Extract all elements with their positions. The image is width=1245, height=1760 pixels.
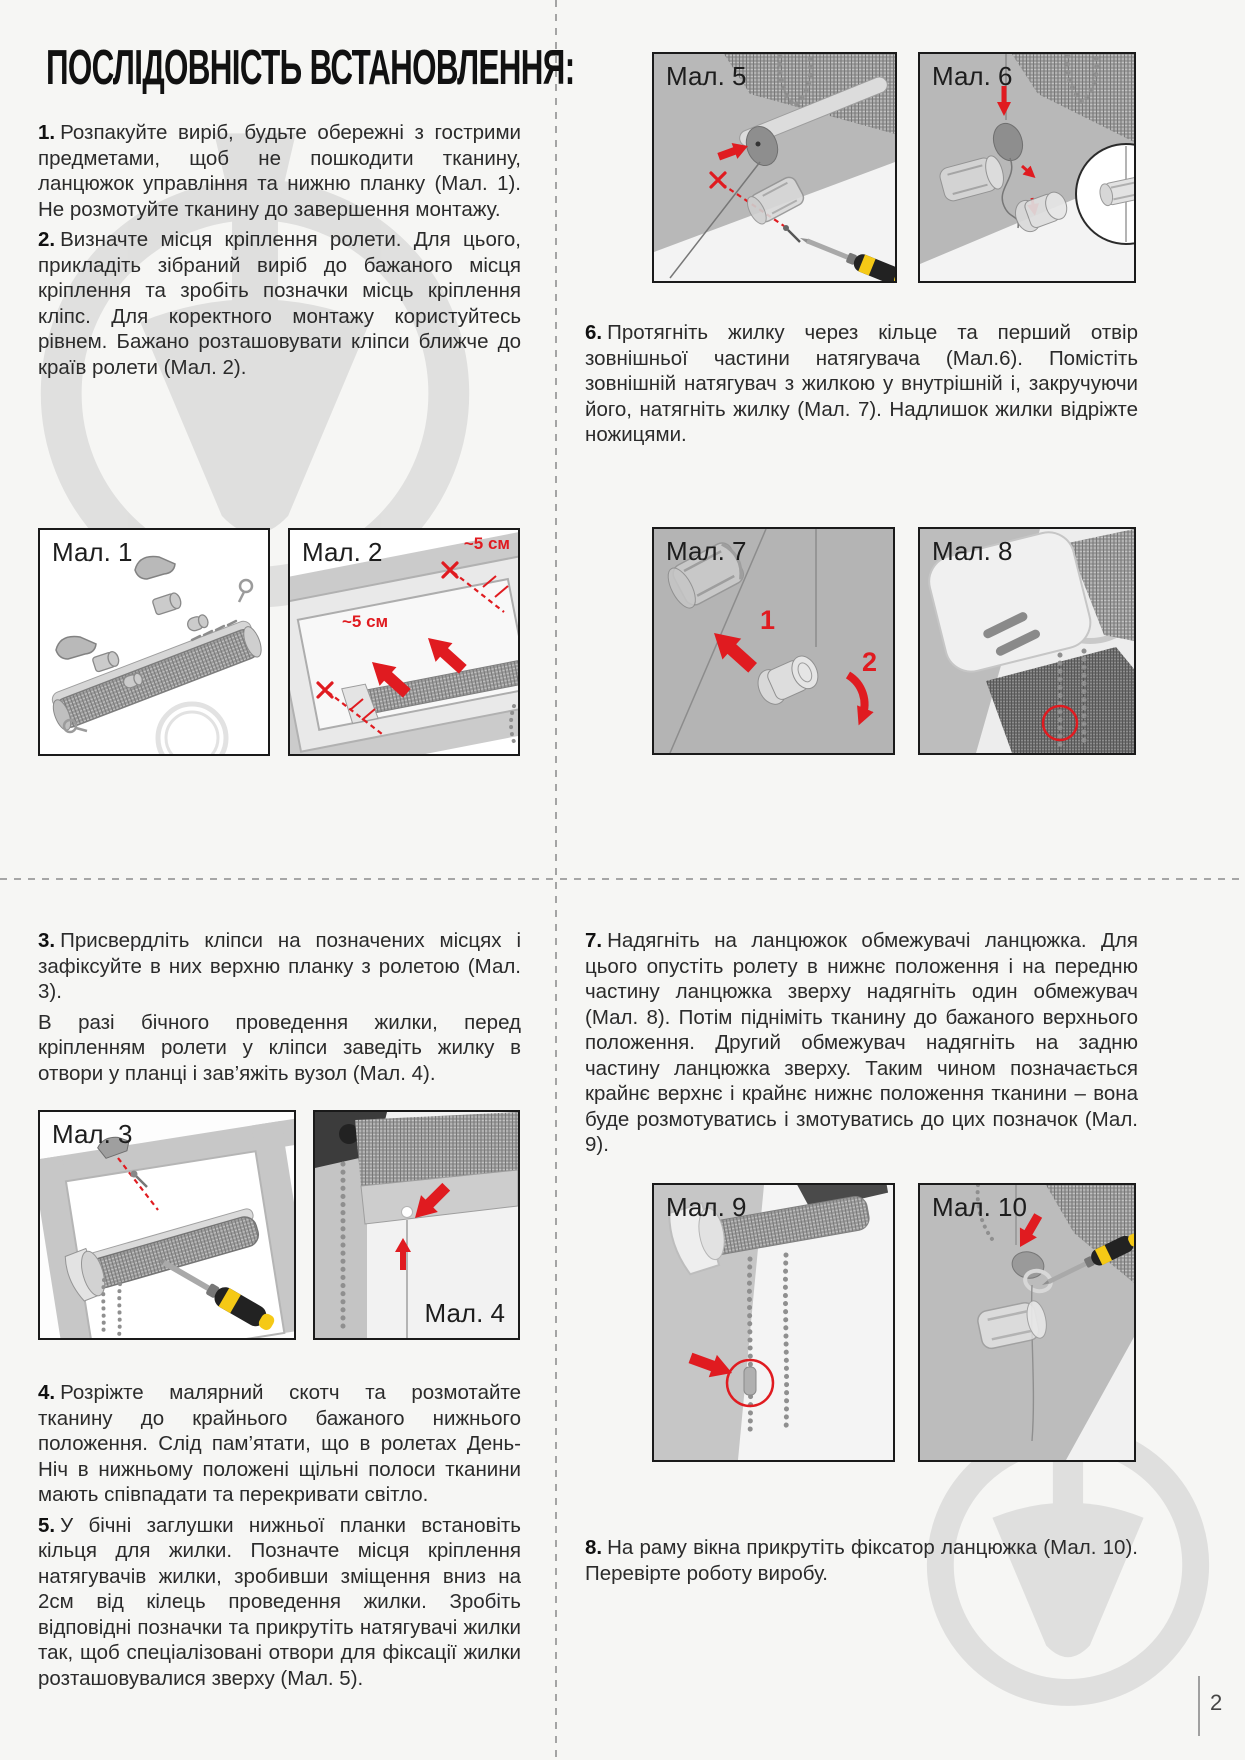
step-5-text: У бічні заглушки нижньої планки встановіть кільця для жилки. Позначте місця кріплення натягувачів жилки, зробивши зміщення вниз на 2см від кілець проведення жилки. Зробіть відповідні позначки та прикрутіть натягувачі жилки так, щоб спеціалізовані отвори для фіксації жилки розташовувалися зверху (Мал. 5). [38,1513,521,1690]
step-2-text: Визначте місця кріплення ролети. Для цього, прикладіть зібраний виріб до бажаного місця кріплення та зробіть позначки місць кріплення кліпс. Для коректного монтажу користуйтесь рівнем. Бажано розташовувати кліпси ближче до країв ролети (Мал. 2). [38,228,521,379]
steps-1-2-block [38,120,521,385]
figure-6-label: Мал. 6 [932,61,1013,91]
figure-7-box [652,527,895,755]
figure-6-box [918,52,1136,283]
step-3 [38,928,521,1005]
step-8-number: 8. [585,1536,603,1559]
step-1-number: 1. [38,121,56,144]
page-number: 2 [1210,1690,1223,1715]
step-4-text: Розріжте малярний скотч та розмотайте тканину до крайнього бажаного нижнього положення. Слід пам’ятати, що в ролетах День-Ніч в нижньому положені щільні полоси тканини мають співпадати та перекривати світло. [38,1381,521,1506]
page-title: ПОСЛІДОВНІСТЬ ВСТАНОВЛЕННЯ: [46,41,575,95]
step-8 [585,1535,1138,1586]
page-number-divider [1198,1676,1200,1736]
figure-5-label: Мал. 5 [666,61,747,91]
step-1-text: Розпакуйте виріб, будьте обережні з гострими предметами, щоб не пошкодити тканину, ланцюжок управління та нижню планку (Мал. 1). Не розмотуйте тканину до завершення монтажу. [38,121,521,221]
step-4-number: 4. [38,1381,56,1404]
figure-1-label: Мал. 1 [52,537,133,567]
step-4 [38,1380,521,1508]
step-2-number: 2. [38,228,56,251]
step-5 [38,1513,521,1692]
step-7-block [585,928,1138,1163]
step-7-text: Надягніть на ланцюжок обмежувачі ланцюжка. Для цього опустіть ролету в нижнє положення і на передню частину ланцюжка зверху надягніть один обмежувач (Мал. 8). Потім підніміть тканину до бажаного верхнього положення. Другий обмежувач надягніть на задню частину ланцюжка зверху. Таким чином позначається крайнє верхнє і крайнє нижнє положення тканини – вона буде розмотуватись і змотуватись до цих позначок (Мал. 9). [585,929,1138,1156]
figure-8-label: Мал. 8 [932,536,1013,566]
figure-9-label: Мал. 9 [666,1192,747,1222]
step-6-number: 6. [585,321,603,344]
step-3-number: 3. [38,929,56,952]
steps-4-5-block [38,1380,521,1696]
step-3-continued [38,1010,521,1087]
figure-4-box [313,1110,520,1340]
figure-8-box [918,527,1136,755]
figure-3-box [38,1110,296,1340]
step-6 [585,320,1138,448]
figure-2-dimension-left: ~5 см [342,612,389,631]
step-1 [38,120,521,222]
figure-2-label: Мал. 2 [302,537,383,567]
figure-10-box [918,1183,1136,1462]
step-7-number: 7. [585,929,603,952]
figure-7-step-marker-1: 1 [760,605,776,635]
step-5-number: 5. [38,1513,56,1537]
figure-7-step-marker-2: 2 [862,647,878,677]
step-7 [585,928,1138,1158]
figure-2-dimension-top: ~5 см [463,534,510,553]
figure-10-illustration-chain-fixator [920,1185,1134,1460]
figure-3-label: Мал. 3 [52,1119,133,1149]
step-8-block [585,1535,1138,1591]
step-6-text: Протягніть жилку через кільце та перший отвір зовнішньої частини натягувача (Мал.6). Помістіть зовнішній натягувач з жилкою у внутрішній і, закручуючи його, натягніть жилку (Мал. 7). Надлишок жилки відріжте ножицями. [585,321,1138,446]
step-3-text2: В разі бічного проведення жилки, перед кріпленням ролети у кліпси заведіть жилку в отвори у планці і зав’яжіть вузол (Мал. 4). [38,1010,521,1085]
figure-7-label: Мал. 7 [666,536,747,566]
figure-10-label: Мал. 10 [932,1192,1027,1222]
figure-9-box [652,1183,895,1462]
step-2 [38,227,521,380]
figure-9-illustration-chain-limiters [654,1185,893,1460]
figure-2-box [288,528,520,756]
step-6-block [585,320,1138,453]
figure-1-box [38,528,270,756]
step-3-text: Присвердліть кліпси на позначених місцях і зафіксуйте в них верхню планку з ролетою (Мал. 3). [38,929,521,1003]
step-3-block [38,928,521,1091]
figure-5-box [652,52,897,283]
step-8-text: На раму вікна прикрутіть фіксатор ланцюжка (Мал. 10). Перевірте роботу виробу. [585,1536,1138,1585]
figure-4-label: Мал. 4 [424,1298,505,1328]
